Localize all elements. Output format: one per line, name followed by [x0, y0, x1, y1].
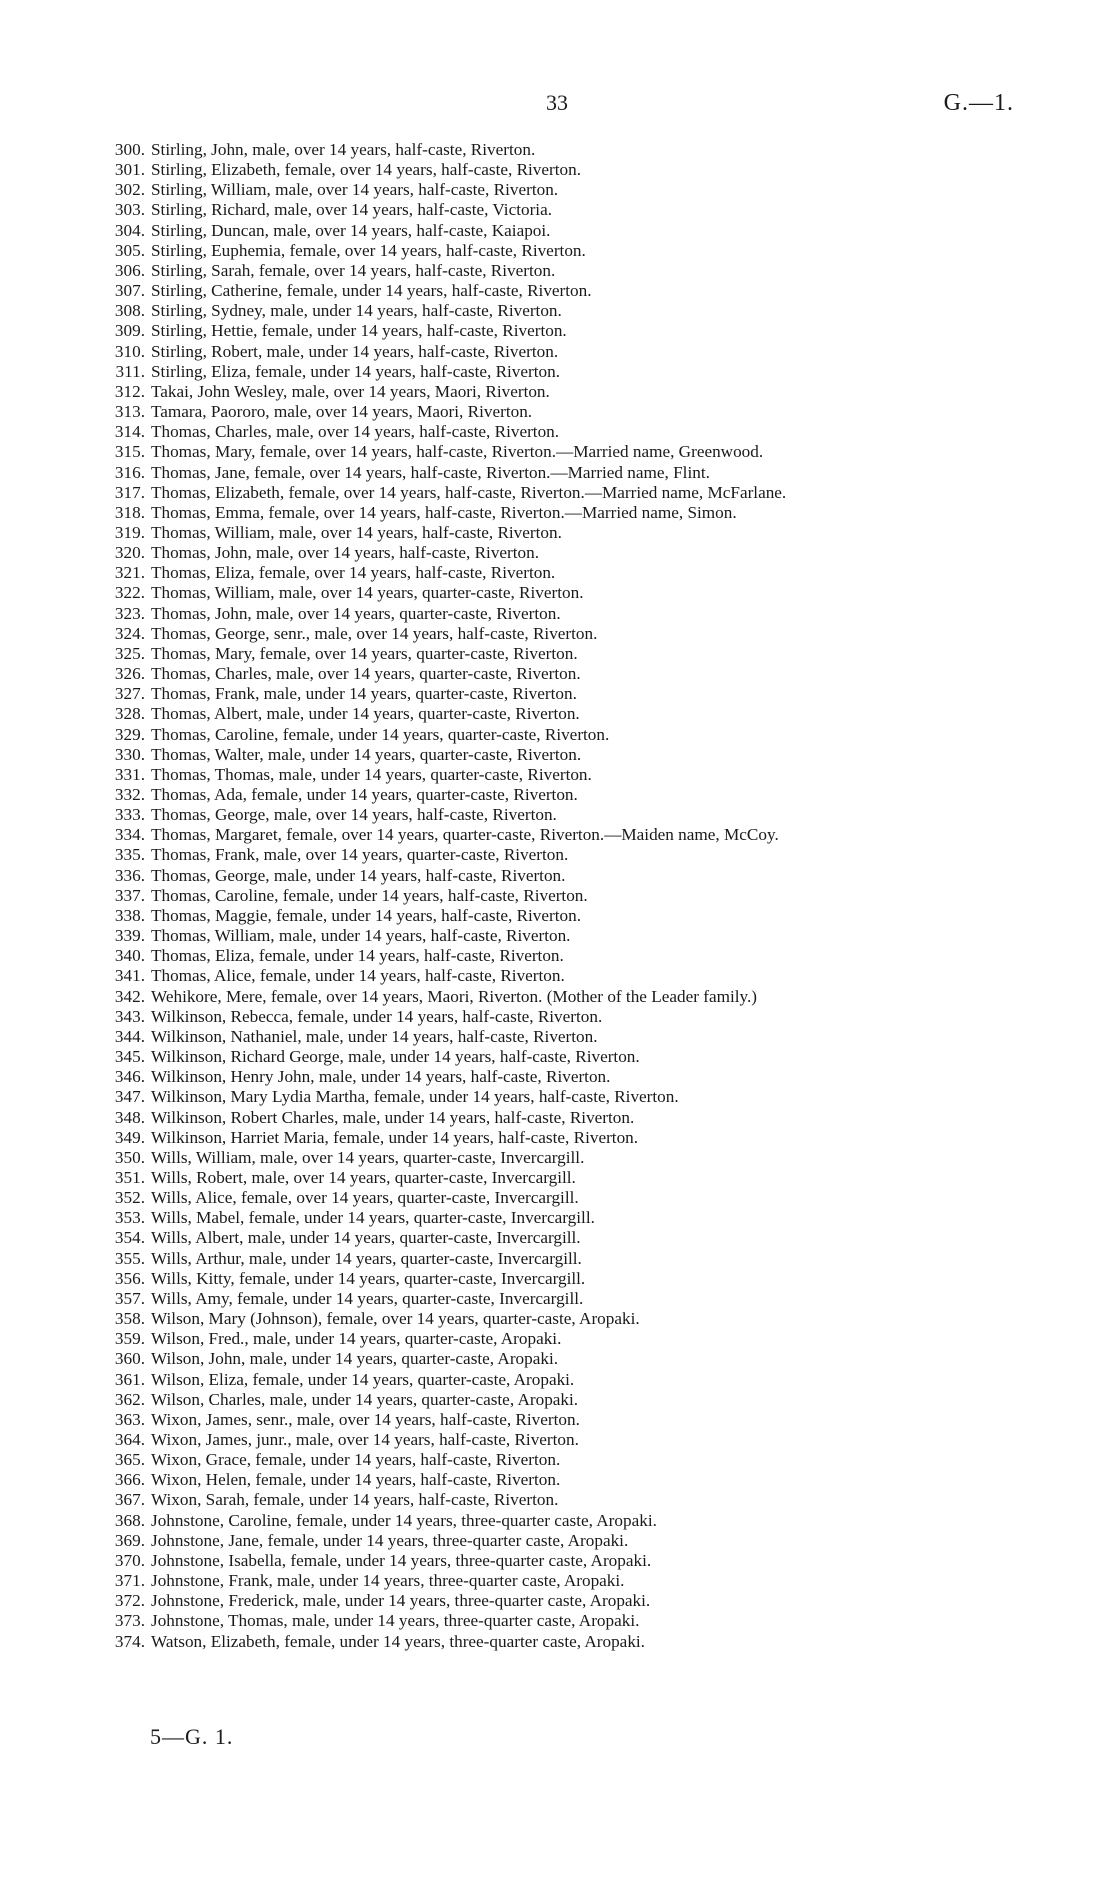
entry-number: 325.	[114, 643, 145, 663]
entry-number: 362.	[114, 1389, 145, 1409]
register-entry	[95, 1047, 1055, 1067]
register-entry	[95, 543, 1055, 563]
entry-text: Wixon, James, junr., male, over 14 years, half-caste, Riverton.	[151, 1430, 579, 1449]
entry-number: 315.	[114, 442, 145, 462]
entry-text: Johnstone, Thomas, male, under 14 years, three-quarter caste, Aropaki.	[151, 1611, 640, 1631]
register-entry	[95, 1349, 1055, 1369]
entry-text: Thomas, Eliza, female, under 14 years, half-caste, Riverton.	[151, 946, 564, 966]
entry-text: Wilson, John, male, under 14 years, quarter-caste, Aropaki.	[151, 1349, 559, 1369]
register-entry	[95, 463, 1055, 483]
entry-text: Thomas, Elizabeth, female, over 14 years, half-caste, Riverton.—Married name, McFarlane.	[151, 482, 787, 502]
entry-number: 363.	[114, 1409, 145, 1429]
entry-number: 341.	[114, 966, 145, 986]
register-entry	[95, 805, 1055, 825]
entry-text: Wills, Albert, male, under 14 years, quarter-caste, Invercargill.	[151, 1228, 581, 1248]
register-entry	[95, 1591, 1055, 1611]
entry-text: Stirling, Hettie, female, under 14 years, half-caste, Riverton.	[151, 321, 567, 341]
entry-number: 318.	[114, 502, 145, 522]
entry-text: Thomas, John, male, over 14 years, quarter-caste, Riverton.	[151, 603, 561, 623]
entry-number: 364.	[114, 1430, 145, 1449]
entry-number: 329.	[114, 724, 145, 744]
entry-number: 374.	[114, 1631, 145, 1651]
register-entry	[95, 200, 1055, 220]
entry-text: Stirling, Eliza, female, under 14 years, half-caste, Riverton.	[151, 361, 561, 381]
register-entry	[95, 362, 1055, 382]
entry-text: Tamara, Paororo, male, over 14 years, Maori, Riverton.	[151, 402, 533, 422]
register-entry	[95, 946, 1055, 966]
entry-text: Thomas, Maggie, female, under 14 years, half-caste, Riverton.	[151, 905, 582, 925]
register-entry	[95, 160, 1055, 180]
entry-number: 311.	[115, 361, 145, 381]
entry-number: 371.	[114, 1571, 145, 1591]
entry-number: 342.	[114, 986, 145, 1006]
entry-text: Thomas, Frank, male, over 14 years, quarter-caste, Riverton.	[151, 845, 569, 865]
entry-text: Takai, John Wesley, male, over 14 years, Maori, Riverton.	[151, 381, 550, 401]
entry-text: Wills, Robert, male, over 14 years, quarter-caste, Invercargill.	[151, 1167, 576, 1187]
register-entry	[95, 382, 1055, 402]
entry-text: Thomas, Charles, male, over 14 years, half-caste, Riverton.	[151, 422, 560, 442]
entry-text: Thomas, Albert, male, under 14 years, quarter-caste, Riverton.	[151, 704, 580, 724]
entry-text: Thomas, Eliza, female, over 14 years, half-caste, Riverton.	[151, 563, 556, 583]
entry-number: 317.	[114, 482, 145, 502]
entry-text: Thomas, Emma, female, over 14 years, half-caste, Riverton.—Married name, Simon.	[151, 502, 737, 522]
entry-number: 340.	[114, 946, 145, 966]
entry-text: Wehikore, Mere, female, over 14 years, Maori, Riverton. (Mother of the Leader family.)	[151, 986, 757, 1006]
register-entry	[95, 1289, 1055, 1309]
entry-number: 323.	[114, 603, 145, 623]
register-entry	[95, 1228, 1055, 1248]
entry-text: Stirling, Sydney, male, under 14 years, half-caste, Riverton.	[151, 301, 562, 321]
register-entry	[95, 1329, 1055, 1349]
entry-text: Stirling, John, male, over 14 years, half-caste, Riverton.	[151, 140, 536, 159]
register-entry	[95, 1067, 1055, 1087]
register-entry	[95, 523, 1055, 543]
entry-number: 326.	[114, 664, 145, 684]
register-entry	[95, 966, 1055, 986]
entry-text: Stirling, Richard, male, over 14 years, half-caste, Victoria.	[151, 200, 552, 220]
entry-number: 359.	[114, 1329, 145, 1349]
entry-number: 338.	[114, 905, 145, 925]
register-entry	[95, 1168, 1055, 1188]
entry-number: 305.	[114, 240, 145, 260]
entry-text: Thomas, Thomas, male, under 14 years, quarter-caste, Riverton.	[151, 764, 592, 784]
entry-text: Thomas, John, male, over 14 years, half-caste, Riverton.	[151, 543, 540, 563]
register-entry	[95, 845, 1055, 865]
entry-text: Wilson, Mary (Johnson), female, over 14 years, quarter-caste, Aropaki.	[151, 1309, 640, 1329]
entry-number: 336.	[114, 865, 145, 885]
entry-number: 309.	[114, 321, 145, 341]
entry-number: 372.	[114, 1591, 145, 1611]
entry-text: Stirling, Euphemia, female, over 14 years, half-caste, Riverton.	[151, 240, 586, 260]
entry-text: Thomas, Jane, female, over 14 years, half-caste, Riverton.—Married name, Flint.	[151, 462, 710, 482]
entry-number: 368.	[114, 1510, 145, 1530]
register-entry	[95, 1390, 1055, 1410]
entry-number: 352.	[114, 1188, 145, 1208]
entry-number: 351.	[114, 1167, 145, 1187]
register-entry	[95, 1511, 1055, 1531]
entry-number: 319.	[114, 522, 145, 542]
register-entry	[95, 1188, 1055, 1208]
entry-number: 335.	[114, 845, 145, 865]
entry-number: 339.	[114, 926, 145, 946]
register-entry	[95, 1007, 1055, 1027]
entry-number: 354.	[114, 1228, 145, 1248]
entry-number: 358.	[114, 1309, 145, 1329]
register-entry	[95, 745, 1055, 765]
register-entry	[95, 442, 1055, 462]
register-entry	[95, 583, 1055, 603]
entry-number: 304.	[114, 220, 145, 240]
entry-number: 373.	[114, 1611, 145, 1631]
entry-number: 324.	[114, 623, 145, 643]
register-entry	[95, 825, 1055, 845]
entry-number: 344.	[114, 1026, 145, 1046]
entry-text: Wills, Amy, female, under 14 years, quarter-caste, Invercargill.	[151, 1288, 584, 1308]
register-entry	[95, 503, 1055, 523]
register-entry	[95, 886, 1055, 906]
entry-number: 346.	[114, 1067, 145, 1087]
register-entry	[95, 1208, 1055, 1228]
register-entry	[95, 1269, 1055, 1289]
entry-number: 301.	[114, 160, 145, 180]
register-list	[95, 140, 1055, 1652]
register-entry	[95, 342, 1055, 362]
entry-text: Thomas, George, senr., male, over 14 years, half-caste, Riverton.	[151, 623, 598, 643]
register-entry	[95, 402, 1055, 422]
entry-number: 307.	[114, 281, 145, 301]
entry-text: Stirling, Duncan, male, over 14 years, half-caste, Kaiapoi.	[151, 220, 551, 240]
register-entry	[95, 140, 1055, 160]
entry-text: Thomas, Walter, male, under 14 years, quarter-caste, Riverton.	[151, 744, 582, 764]
entry-number: 366.	[114, 1470, 145, 1490]
entry-number: 312.	[114, 381, 145, 401]
entry-number: 316.	[114, 462, 145, 482]
entry-number: 367.	[114, 1490, 145, 1510]
entry-text: Stirling, Elizabeth, female, over 14 years, half-caste, Riverton.	[151, 160, 582, 180]
entry-text: Johnstone, Frank, male, under 14 years, three-quarter caste, Aropaki.	[151, 1571, 625, 1591]
entry-text: Thomas, Caroline, female, under 14 years, half-caste, Riverton.	[151, 885, 588, 905]
entry-number: 303.	[114, 200, 145, 220]
register-entry	[95, 1611, 1055, 1631]
register-entry	[95, 1490, 1055, 1510]
entry-number: 353.	[114, 1208, 145, 1228]
register-entry	[95, 1148, 1055, 1168]
entry-text: Wilson, Eliza, female, under 14 years, quarter-caste, Aropaki.	[151, 1369, 575, 1389]
entry-text: Thomas, William, male, over 14 years, quarter-caste, Riverton.	[151, 583, 584, 603]
register-entry	[95, 987, 1055, 1007]
entry-number: 328.	[114, 704, 145, 724]
register-entry	[95, 1249, 1055, 1269]
series-reference: G.—1.	[943, 90, 1014, 116]
register-entry	[95, 1450, 1055, 1470]
entry-text: Thomas, Mary, female, over 14 years, half-caste, Riverton.—Married name, Greenwood.	[151, 442, 764, 462]
register-entry	[95, 906, 1055, 926]
entry-number: 313.	[114, 402, 145, 422]
entry-text: Thomas, Margaret, female, over 14 years, quarter-caste, Riverton.—Maiden name, McCoy.	[151, 825, 779, 845]
register-entry	[95, 483, 1055, 503]
entry-text: Johnstone, Frederick, male, under 14 years, three-quarter caste, Aropaki.	[151, 1591, 651, 1611]
entry-number: 355.	[114, 1248, 145, 1268]
register-entry	[95, 563, 1055, 583]
entry-number: 332.	[114, 785, 145, 804]
entry-number: 350.	[114, 1147, 145, 1167]
entry-text: Thomas, Charles, male, over 14 years, quarter-caste, Riverton.	[151, 664, 581, 684]
register-entry	[95, 785, 1055, 805]
entry-number: 300.	[114, 140, 145, 159]
printer-signature: 5—G. 1.	[150, 1724, 234, 1749]
entry-text: Wilkinson, Henry John, male, under 14 years, half-caste, Riverton.	[151, 1067, 611, 1087]
entry-number: 345.	[114, 1047, 145, 1067]
entry-text: Wills, William, male, over 14 years, quarter-caste, Invercargill.	[151, 1147, 585, 1167]
entry-number: 347.	[114, 1087, 145, 1107]
register-entry	[95, 281, 1055, 301]
register-entry	[95, 1128, 1055, 1148]
entry-text: Wilkinson, Richard George, male, under 14 years, half-caste, Riverton.	[151, 1047, 640, 1067]
page-number: 33	[546, 90, 568, 115]
register-entry	[95, 1027, 1055, 1047]
entry-number: 348.	[114, 1107, 145, 1127]
entry-text: Wills, Mabel, female, under 14 years, quarter-caste, Invercargill.	[151, 1208, 595, 1228]
entry-text: Wilkinson, Nathaniel, male, under 14 years, half-caste, Riverton.	[151, 1026, 598, 1046]
register-entry	[95, 684, 1055, 704]
entry-text: Wilkinson, Rebecca, female, under 14 years, half-caste, Riverton.	[151, 1006, 603, 1026]
entry-text: Wills, Arthur, male, under 14 years, quarter-caste, Invercargill.	[151, 1248, 582, 1268]
entry-number: 327.	[114, 684, 145, 704]
register-entry	[95, 704, 1055, 724]
entry-text: Thomas, Frank, male, under 14 years, quarter-caste, Riverton.	[151, 684, 577, 704]
register-entry	[95, 604, 1055, 624]
register-entry	[95, 765, 1055, 785]
entry-number: 343.	[114, 1006, 145, 1026]
entry-text: Thomas, Mary, female, over 14 years, quarter-caste, Riverton.	[151, 643, 578, 663]
entry-number: 331.	[114, 764, 145, 784]
entry-text: Thomas, William, male, over 14 years, half-caste, Riverton.	[151, 522, 562, 542]
entry-number: 370.	[114, 1550, 145, 1570]
entry-text: Wilkinson, Robert Charles, male, under 14 years, half-caste, Riverton.	[151, 1107, 635, 1127]
register-entry	[95, 725, 1055, 745]
register-entry	[95, 1108, 1055, 1128]
register-entry	[95, 926, 1055, 946]
register-entry	[95, 221, 1055, 241]
entry-number: 349.	[114, 1127, 145, 1147]
entry-number: 320.	[114, 543, 145, 563]
register-entry	[95, 1430, 1055, 1450]
entry-number: 365.	[114, 1450, 145, 1470]
register-entry	[95, 180, 1055, 200]
entry-number: 302.	[114, 180, 145, 200]
entry-text: Wilson, Charles, male, under 14 years, quarter-caste, Aropaki.	[151, 1389, 579, 1409]
entry-number: 357.	[114, 1288, 145, 1308]
entry-text: Wills, Alice, female, over 14 years, quarter-caste, Invercargill.	[151, 1188, 579, 1208]
entry-text: Wilkinson, Mary Lydia Martha, female, under 14 years, half-caste, Riverton.	[151, 1087, 679, 1107]
entry-text: Wills, Kitty, female, under 14 years, quarter-caste, Invercargill.	[151, 1268, 586, 1288]
entry-text: Stirling, Robert, male, under 14 years, half-caste, Riverton.	[151, 341, 559, 361]
entry-text: Wixon, James, senr., male, over 14 years, half-caste, Riverton.	[151, 1409, 580, 1429]
register-entry	[95, 1531, 1055, 1551]
register-entry	[95, 1370, 1055, 1390]
entry-number: 369.	[114, 1530, 145, 1550]
register-entry	[95, 644, 1055, 664]
entry-text: Stirling, William, male, over 14 years, half-caste, Riverton.	[151, 180, 559, 200]
entry-text: Wixon, Helen, female, under 14 years, half-caste, Riverton.	[151, 1470, 561, 1490]
register-entry	[95, 1551, 1055, 1571]
entry-number: 330.	[114, 744, 145, 764]
entry-text: Thomas, William, male, under 14 years, half-caste, Riverton.	[151, 926, 571, 946]
entry-text: Wilson, Fred., male, under 14 years, quarter-caste, Aropaki.	[151, 1329, 562, 1349]
register-entry	[95, 866, 1055, 886]
entry-number: 322.	[114, 583, 145, 603]
entry-number: 337.	[114, 885, 145, 905]
entry-text: Johnstone, Caroline, female, under 14 years, three-quarter caste, Aropaki.	[151, 1510, 657, 1530]
entry-text: Stirling, Sarah, female, over 14 years, half-caste, Riverton.	[151, 260, 556, 280]
entry-number: 321.	[114, 563, 145, 583]
register-entry	[95, 1309, 1055, 1329]
entry-text: Thomas, Caroline, female, under 14 years, quarter-caste, Riverton.	[151, 724, 610, 744]
entry-text: Wixon, Sarah, female, under 14 years, half-caste, Riverton.	[151, 1490, 559, 1510]
register-entry	[95, 261, 1055, 281]
register-entry	[95, 1470, 1055, 1490]
register-entry	[95, 1571, 1055, 1591]
register-entry	[95, 1410, 1055, 1430]
entry-text: Johnstone, Isabella, female, under 14 years, three-quarter caste, Aropaki.	[151, 1550, 652, 1570]
register-entry	[95, 1632, 1055, 1652]
entry-text: Wixon, Grace, female, under 14 years, half-caste, Riverton.	[151, 1450, 561, 1470]
register-entry	[95, 1087, 1055, 1107]
entry-number: 306.	[114, 260, 145, 280]
entry-text: Thomas, Ada, female, under 14 years, quarter-caste, Riverton.	[151, 785, 578, 804]
register-entry	[95, 422, 1055, 442]
entry-text: Stirling, Catherine, female, under 14 years, half-caste, Riverton.	[151, 281, 592, 301]
entry-number: 333.	[114, 805, 145, 825]
entry-number: 356.	[114, 1268, 145, 1288]
entry-number: 308.	[114, 301, 145, 321]
entry-number: 310.	[114, 341, 145, 361]
entry-number: 314.	[114, 422, 145, 442]
register-entry	[95, 624, 1055, 644]
entry-number: 360.	[114, 1349, 145, 1369]
entry-number: 361.	[114, 1369, 145, 1389]
register-entry	[95, 301, 1055, 321]
entry-text: Watson, Elizabeth, female, under 14 years, three-quarter caste, Aropaki.	[151, 1631, 645, 1651]
entry-text: Johnstone, Jane, female, under 14 years, three-quarter caste, Aropaki.	[151, 1530, 629, 1550]
register-entry	[95, 241, 1055, 261]
entry-text: Thomas, Alice, female, under 14 years, half-caste, Riverton.	[151, 966, 565, 986]
register-entry	[95, 664, 1055, 684]
entry-text: Wilkinson, Harriet Maria, female, under 14 years, half-caste, Riverton.	[151, 1127, 639, 1147]
register-entry	[95, 321, 1055, 341]
entry-text: Thomas, George, male, over 14 years, half-caste, Riverton.	[151, 805, 557, 825]
entry-text: Thomas, George, male, under 14 years, half-caste, Riverton.	[151, 865, 566, 885]
entry-number: 334.	[114, 825, 145, 845]
